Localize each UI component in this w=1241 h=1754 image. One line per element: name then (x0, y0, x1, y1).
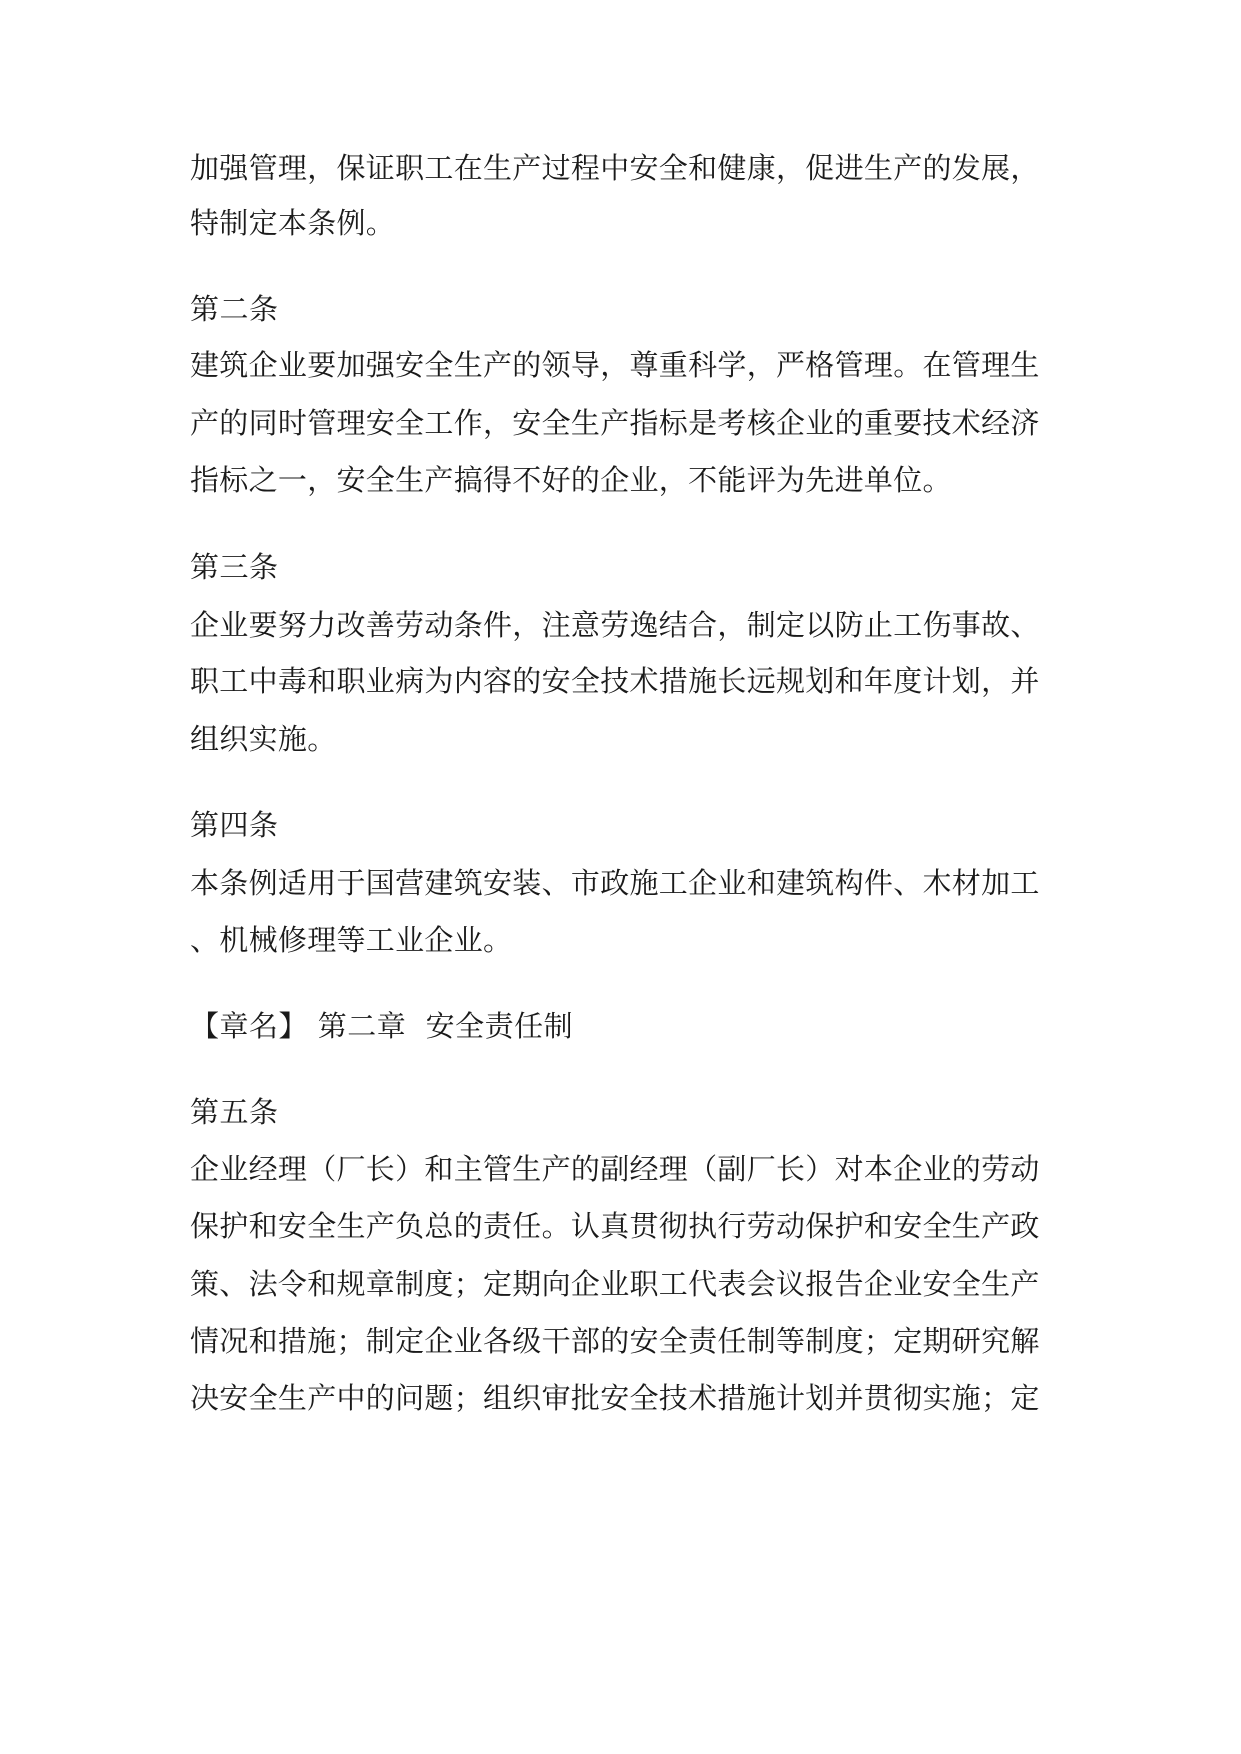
paragraph-line: 企业经理（厂长）和主管生产的副经理（副厂长）对本企业的劳动 (190, 1152, 1040, 1186)
paragraph-line: 策、法令和规章制度；定期向企业职工代表会议报告企业安全生产 (190, 1267, 1040, 1301)
paragraph-line: 指标之一，安全生产搞得不好的企业，不能评为先进单位。 (190, 463, 952, 497)
paragraph-line: 保护和安全生产负总的责任。认真贯彻执行劳动保护和安全生产政 (190, 1209, 1040, 1243)
article-heading: 第四条 (190, 808, 279, 842)
paragraph-line: 企业要努力改善劳动条件，注意劳逸结合，制定以防止工伤事故、 (190, 608, 1040, 642)
paragraph-line: 本条例适用于国营建筑安装、市政施工企业和建筑构件、木材加工 (190, 866, 1040, 900)
article-heading: 第二条 (190, 292, 279, 326)
paragraph-line: 建筑企业要加强安全生产的领导，尊重科学，严格管理。在管理生 (190, 348, 1040, 382)
chapter-heading: 【章名】 第二章 安全责任制 (190, 1009, 574, 1043)
article-heading: 第三条 (190, 550, 279, 584)
paragraph-line: 、机械修理等工业企业。 (190, 923, 513, 957)
paragraph-line: 特制定本条例。 (190, 206, 396, 240)
paragraph-line: 决安全生产中的问题；组织审批安全技术措施计划并贯彻实施；定 (190, 1381, 1040, 1415)
paragraph-line: 情况和措施；制定企业各级干部的安全责任制等制度；定期研究解 (190, 1324, 1040, 1358)
paragraph-line: 加强管理，保证职工在生产过程中安全和健康，促进生产的发展， (190, 151, 1040, 185)
article-heading: 第五条 (190, 1095, 279, 1129)
paragraph-line: 组织实施。 (190, 722, 337, 756)
paragraph-line: 产的同时管理安全工作，安全生产指标是考核企业的重要技术经济 (190, 406, 1040, 440)
paragraph-line: 职工中毒和职业病为内容的安全技术措施长远规划和年度计划，并 (190, 664, 1040, 698)
